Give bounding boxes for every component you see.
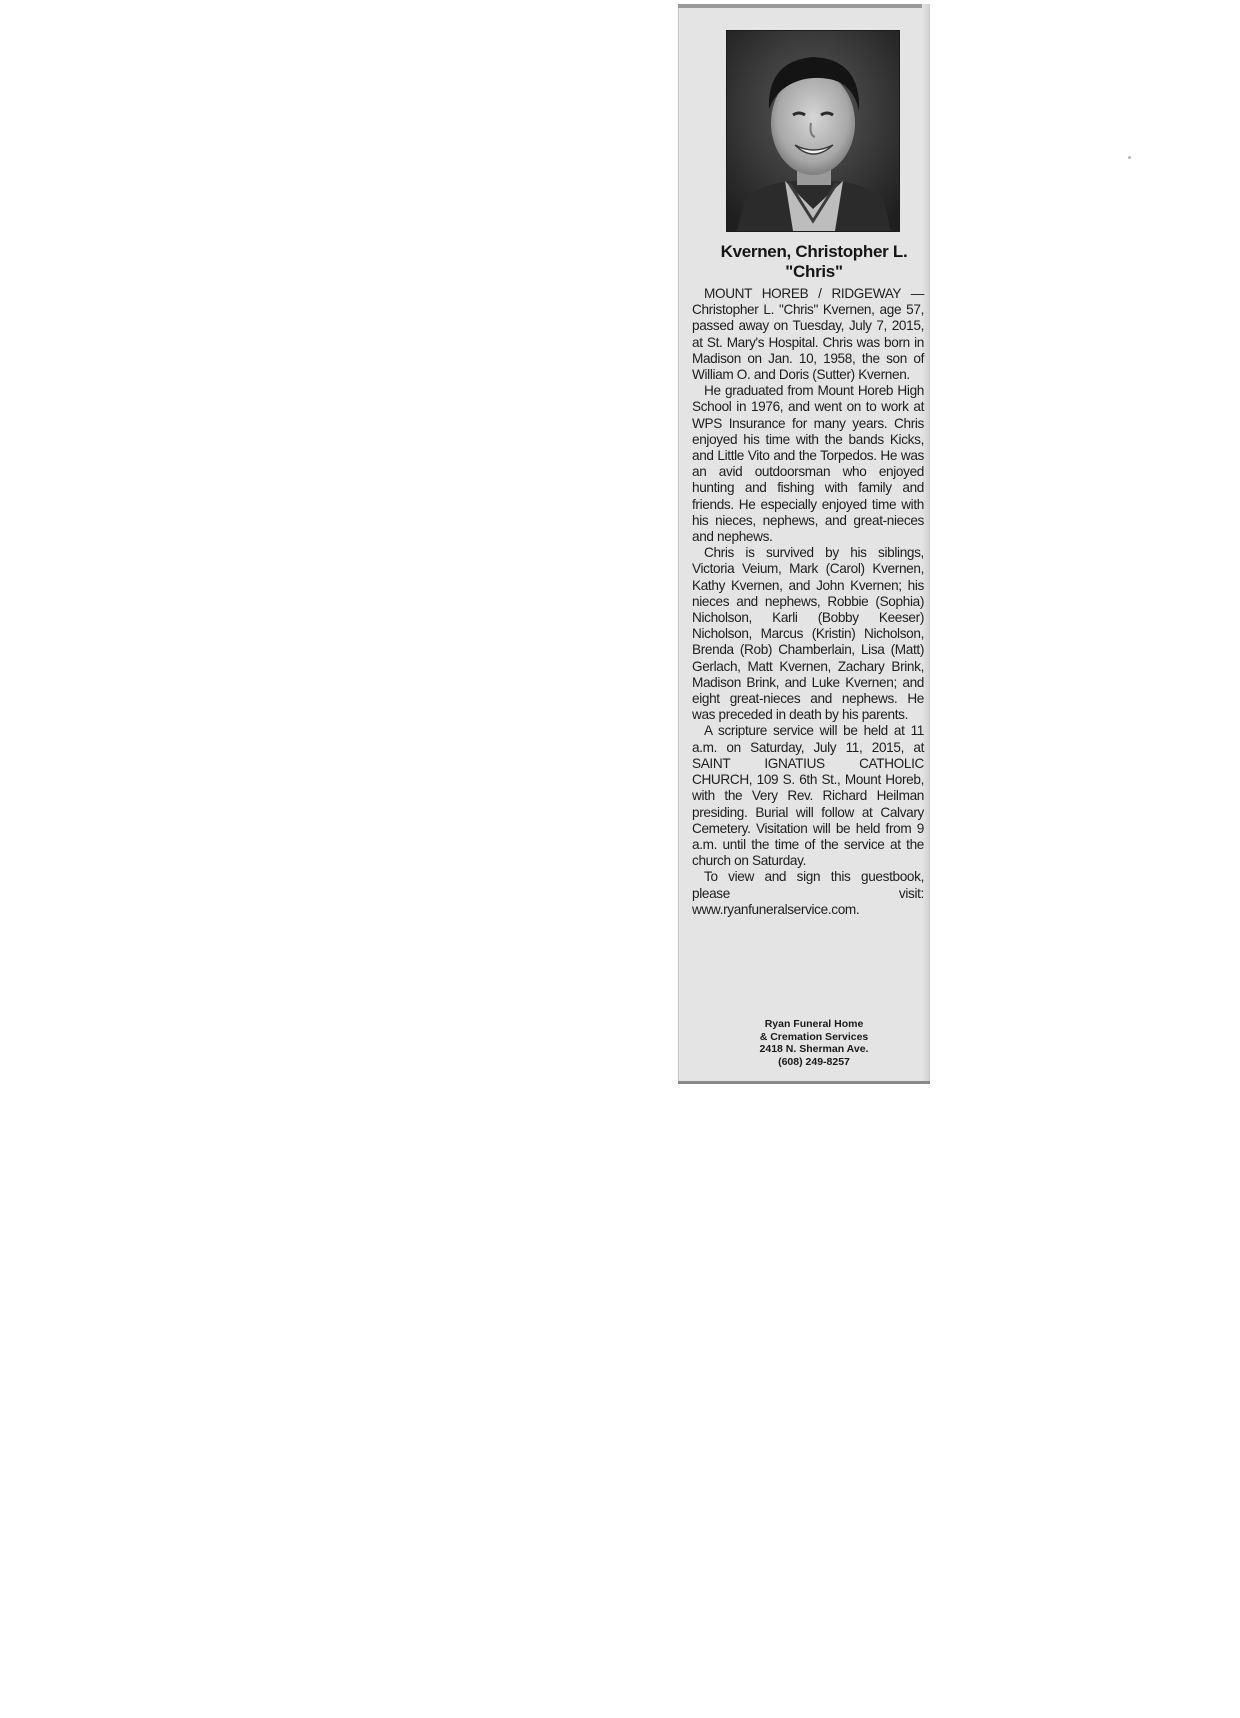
top-rule (678, 4, 930, 8)
obituary-paragraph: He graduated from Mount Horeb High School in 1976, and went on to work at WPS Insurance for many years. Chris enjoyed his time with the bands Kicks, and Little Vito and the Torpedos. He was an avid outdoorsman who enjoyed hunting and fishing with family and friends. He especially enjoyed time with his nieces, nephews, and great-nieces and nephews. (692, 383, 924, 545)
obituary-name: Kvernen, Christopher L. (720, 242, 908, 261)
scan-speck (1128, 156, 1131, 159)
obituary-body (692, 286, 924, 918)
newspaper-clipping (678, 4, 930, 1084)
bottom-rule (678, 1081, 930, 1084)
funeral-home-services: & Cremation Services (759, 1030, 869, 1043)
portrait-photo (726, 30, 900, 232)
obituary-paragraph: Chris is survived by his siblings, Victoria Veium, Mark (Carol) Kvernen, Kathy Kvernen, and John Kvernen; his nieces and nephews, Robbie (Sophia) Nicholson, Karli (Bobby Keeser) Nicholson, Marcus (Kristin) Nicholson, Brenda (Rob) Chamberlain, Lisa (Matt) Gerlach, Matt Kvernen, Zachary Brink, Madison Brink, and Luke Kvernen; and eight great-nieces and nephews. He was preceded in death by his parents. (692, 545, 924, 723)
obituary-nickname: "Chris" (785, 262, 843, 281)
portrait-image (727, 31, 899, 231)
funeral-home-phone: (608) 249-8257 (778, 1055, 850, 1068)
funeral-home-block (698, 1018, 930, 1068)
obituary-paragraph: A scripture service will be held at 11 a.m. on Saturday, July 11, 2015, at SAINT IGNATIUS CATHOLIC CHURCH, 109 S. 6th St., Mount Horeb, with the Very Rev. Richard Heilman presiding. Burial will follow at Calvary Cemetery. Visitation will be held from 9 a.m. until the time of the service at the church on Saturday. (692, 723, 924, 869)
obituary-paragraph: MOUNT HOREB / RIDGEWAY — Christopher L. "Chris" Kvernen, age 57, passed away on Tuesday, July 7, 2015, at St. Mary's Hospital. Chris was born in Madison on Jan. 10, 1958, the son of William O. and Doris (Sutter) Kvernen. (692, 286, 924, 383)
obituary-paragraph: To view and sign this guestbook, please visit: www.ryanfuneralservice.com. (692, 869, 924, 917)
funeral-home-name: Ryan Funeral Home (764, 1018, 864, 1030)
funeral-home-address: 2418 N. Sherman Ave. (759, 1043, 869, 1055)
obituary-heading (698, 242, 930, 282)
